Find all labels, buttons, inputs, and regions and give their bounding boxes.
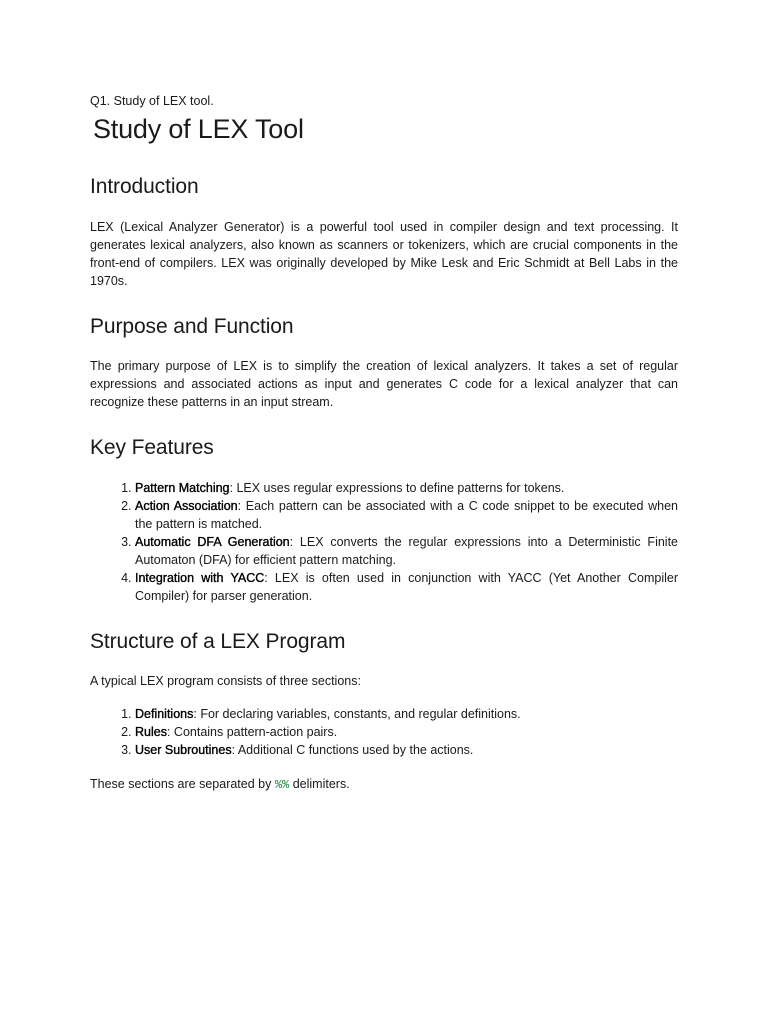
list-item <box>135 705 678 723</box>
separator-text-after: delimiters. <box>289 777 350 791</box>
list-item-text: : LEX is often used in conjunction with YACC (Yet Another Compiler Compiler) for parser generation. <box>135 571 678 603</box>
list-item-text: : For declaring variables, constants, and regular definitions. <box>193 707 521 721</box>
list-item-term: Integration with YACC <box>135 571 265 585</box>
list-item-text: : Each pattern can be associated with a C code snippet to be executed when the pattern is matched. <box>135 499 678 531</box>
page-title: Study of LEX Tool <box>93 114 304 144</box>
list-item-text: : Contains pattern-action pairs. <box>166 725 338 739</box>
list-item-text: : LEX uses regular expressions to define patterns for tokens. <box>229 481 565 495</box>
list-item <box>135 741 678 759</box>
list-item <box>135 723 678 741</box>
list-item-term: Automatic DFA Generation <box>135 535 290 549</box>
list-item <box>135 479 678 497</box>
separator-note <box>90 775 678 794</box>
introduction-paragraph: LEX (Lexical Analyzer Generator) is a powerful tool used in compiler design and text processing. It generates lexical analyzers, also known as scanners or tokenizers, which are crucial components in the front-end of compilers. LEX was originally developed by Mike Lesk and Eric Schmidt at Bell Labs in the 1970s. <box>90 220 678 288</box>
list-item-text: : LEX converts the regular expressions into a Deterministic Finite Automaton (DFA) for efficient pattern matching. <box>135 535 678 567</box>
list-item <box>135 533 678 569</box>
list-item-text: : Additional C functions used by the actions. <box>231 743 474 757</box>
list-item-term: Rules <box>135 725 167 739</box>
introduction-heading: Introduction <box>90 175 199 198</box>
question-label: Q1. Study of LEX tool. <box>90 94 214 108</box>
list-item-term: Action Association <box>135 499 238 513</box>
purpose-paragraph: The primary purpose of LEX is to simplify the creation of lexical analyzers. It takes a set of regular expressions and associated actions as input and generates C code for a lexical analyzer that can recognize these patterns in an input stream. <box>90 359 678 409</box>
list-item-term: User Subroutines <box>135 743 232 757</box>
list-item <box>135 569 678 605</box>
list-item-term: Pattern Matching <box>135 481 230 495</box>
structure-intro: A typical LEX program consists of three sections: <box>90 674 361 688</box>
structure-list <box>90 705 678 759</box>
separator-text-before: These sections are separated by <box>90 777 275 791</box>
separator-code: %% <box>274 778 290 792</box>
structure-heading: Structure of a LEX Program <box>90 630 346 653</box>
list-item <box>135 497 678 533</box>
purpose-heading: Purpose and Function <box>90 315 294 338</box>
key-features-heading: Key Features <box>90 436 214 459</box>
key-features-list <box>90 479 678 605</box>
list-item-term: Definitions <box>135 707 194 721</box>
